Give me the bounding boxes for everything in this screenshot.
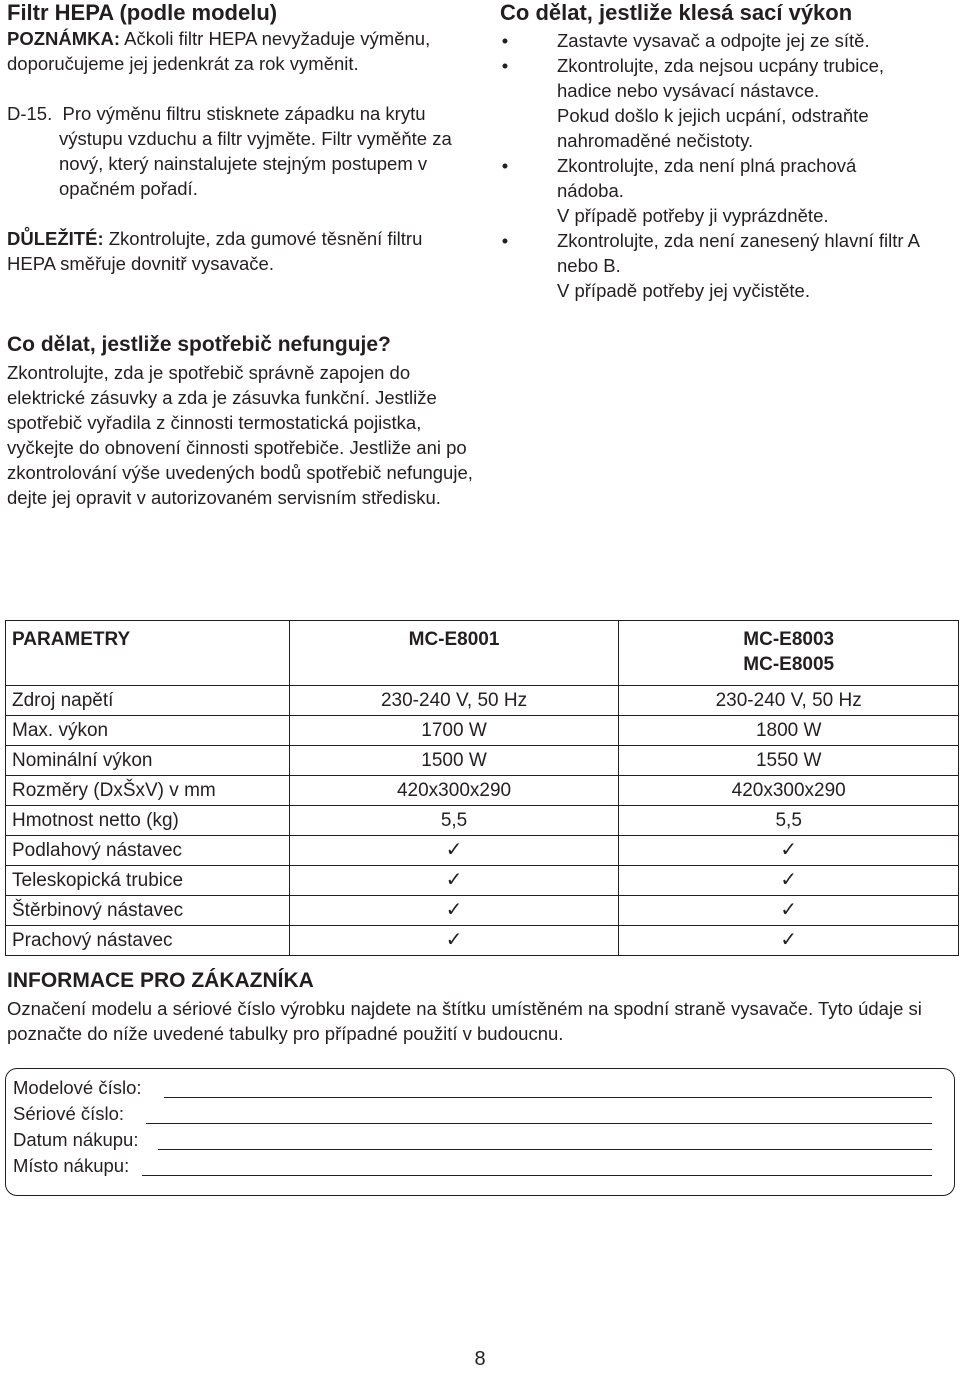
serial-number-field[interactable]: [146, 1123, 932, 1124]
row-label: Teleskopická trubice: [6, 866, 290, 896]
malfunction-text: Zkontrolujte, zda je spotřebič správně zapojen do elektrické zásuvky a zda je zásuvka funkční. Jestliže spotřebič vyřadila z činnosti termostatická pojistka, vyčkejte do obnovení činnosti spotřebiče. Jestliže ani po zkontrolování výše uvedených bodů spotřebič nefunguje, dejte jej opravit v autorizovaném servisním středisku.: [7, 362, 473, 508]
purchase-place-field[interactable]: [142, 1175, 932, 1176]
table-header-row: [6, 621, 959, 686]
row-label: Štěrbinový nástavec: [6, 896, 290, 926]
purchase-place-label: Místo nákupu:: [13, 1155, 130, 1176]
check-icon: ✓: [619, 926, 959, 956]
row-value: 420x300x290: [289, 776, 619, 806]
list-item-line: V případě potřeby jej vyčistěte.: [557, 280, 810, 301]
table-row: [6, 776, 959, 806]
row-label: Podlahový nástavec: [6, 836, 290, 866]
serial-number-label: Sériové číslo:: [13, 1103, 125, 1124]
bullet-icon: •: [501, 230, 509, 251]
note-text: Ačkoli filtr HEPA nevyžaduje výměnu, doporučujeme jej jedenkrát za rok vyměnit.: [7, 28, 431, 74]
list-item-line: nahromaděné nečistoty.: [557, 130, 754, 151]
check-icon: ✓: [619, 836, 959, 866]
row-label: Max. výkon: [6, 716, 290, 746]
important-note: [7, 226, 462, 276]
check-icon: ✓: [619, 896, 959, 926]
list-item-line: nádoba.: [557, 180, 624, 201]
d15-text: Pro výměnu filtru stisknete západku na krytu výstupu vzduchu a filtr vyjměte. Filtr vyměňte za nový, který nainstalujete stejným postupem v opačném pořadí.: [59, 103, 452, 199]
model-number-field[interactable]: [164, 1097, 932, 1098]
row-label: Hmotnost netto (kg): [6, 806, 290, 836]
row-value: 1550 W: [619, 746, 959, 776]
purchase-date-label: Datum nákupu:: [13, 1129, 139, 1150]
customer-info-text: Označení modelu a sériové číslo výrobku najdete na štítku umístěném na spodní straně vysavače. Tyto údaje si poznačte do níže uvedené tabulky pro případné použití v budoucnu.: [7, 998, 922, 1044]
list-item-line: V případě potřeby ji vyprázdněte.: [557, 205, 829, 226]
header-model-2-line2: MC-E8005: [743, 654, 835, 675]
check-icon: ✓: [289, 836, 619, 866]
table-row: [6, 746, 959, 776]
row-label: Nominální výkon: [6, 746, 290, 776]
table-row: [6, 716, 959, 746]
parameters-table: [5, 620, 959, 956]
row-label: Rozměry (DxŠxV) v mm: [6, 776, 290, 806]
bullet-icon: •: [501, 30, 509, 51]
table-row: [6, 836, 959, 866]
row-value: 5,5: [619, 806, 959, 836]
product-record-form: [5, 1068, 955, 1196]
header-model-1: MC-E8001: [289, 621, 619, 686]
list-item-line: Pokud došlo k jejich ucpání, odstraňte: [557, 105, 869, 126]
table-row: [6, 896, 959, 926]
list-item-line: Zkontrolujte, zda není zanesený hlavní filtr A: [557, 230, 921, 251]
list-item: [500, 228, 960, 303]
list-item: [500, 153, 960, 228]
row-label: Prachový nástavec: [6, 926, 290, 956]
header-parameters: PARAMETRY: [6, 621, 290, 686]
suction-list: [500, 28, 960, 303]
list-item-line: Zkontrolujte, zda není plná prachová: [557, 155, 857, 176]
important-text: Zkontrolujte, zda gumové těsnění filtru HEPA směřuje dovnitř vysavače.: [7, 228, 423, 274]
table-row: [6, 926, 959, 956]
table-row: [6, 806, 959, 836]
note-label: POZNÁMKA:: [7, 28, 121, 49]
row-value: 1800 W: [619, 716, 959, 746]
hepa-title: Filtr HEPA (podle modelu): [7, 0, 278, 25]
customer-info-section: [7, 968, 952, 1046]
check-icon: ✓: [619, 866, 959, 896]
list-item-line: Zkontrolujte, zda nejsou ucpány trubice,: [557, 55, 885, 76]
list-item: [500, 28, 960, 53]
table-row: [6, 686, 959, 716]
hepa-section: [7, 0, 462, 276]
check-icon: ✓: [289, 896, 619, 926]
important-label: DŮLEŽITÉ:: [7, 228, 104, 249]
row-value: 420x300x290: [619, 776, 959, 806]
d15-instruction: [7, 101, 462, 201]
bullet-icon: •: [501, 155, 509, 176]
suction-title: Co dělat, jestliže klesá sací výkon: [500, 0, 853, 25]
malfunction-title: Co dělat, jestliže spotřebič nefunguje?: [7, 333, 391, 356]
customer-info-title: INFORMACE PRO ZÁKAZNÍKA: [7, 969, 314, 992]
row-value: 5,5: [289, 806, 619, 836]
header-model-2-line1: MC-E8003: [743, 629, 835, 650]
page-number: 8: [474, 1348, 486, 1370]
bullet-icon: •: [501, 55, 509, 76]
list-item-line: Zastavte vysavač a odpojte jej ze sítě.: [557, 30, 870, 51]
row-label: Zdroj napětí: [6, 686, 290, 716]
row-value: 1500 W: [289, 746, 619, 776]
model-number-label: Modelové číslo:: [13, 1077, 142, 1098]
list-item-line: hadice nebo vysávací nástavce.: [557, 80, 820, 101]
d15-label: D-15.: [7, 103, 53, 124]
purchase-date-field[interactable]: [158, 1149, 932, 1150]
row-value: 230-240 V, 50 Hz: [289, 686, 619, 716]
row-value: 1700 W: [289, 716, 619, 746]
check-icon: ✓: [289, 866, 619, 896]
hepa-note: [7, 26, 462, 76]
list-item-line: nebo B.: [557, 255, 621, 276]
check-icon: ✓: [289, 926, 619, 956]
table-row: [6, 866, 959, 896]
row-value: 230-240 V, 50 Hz: [619, 686, 959, 716]
malfunction-section: [7, 332, 477, 510]
header-model-2: [619, 621, 959, 686]
list-item: [500, 53, 960, 153]
suction-section: [500, 0, 960, 303]
